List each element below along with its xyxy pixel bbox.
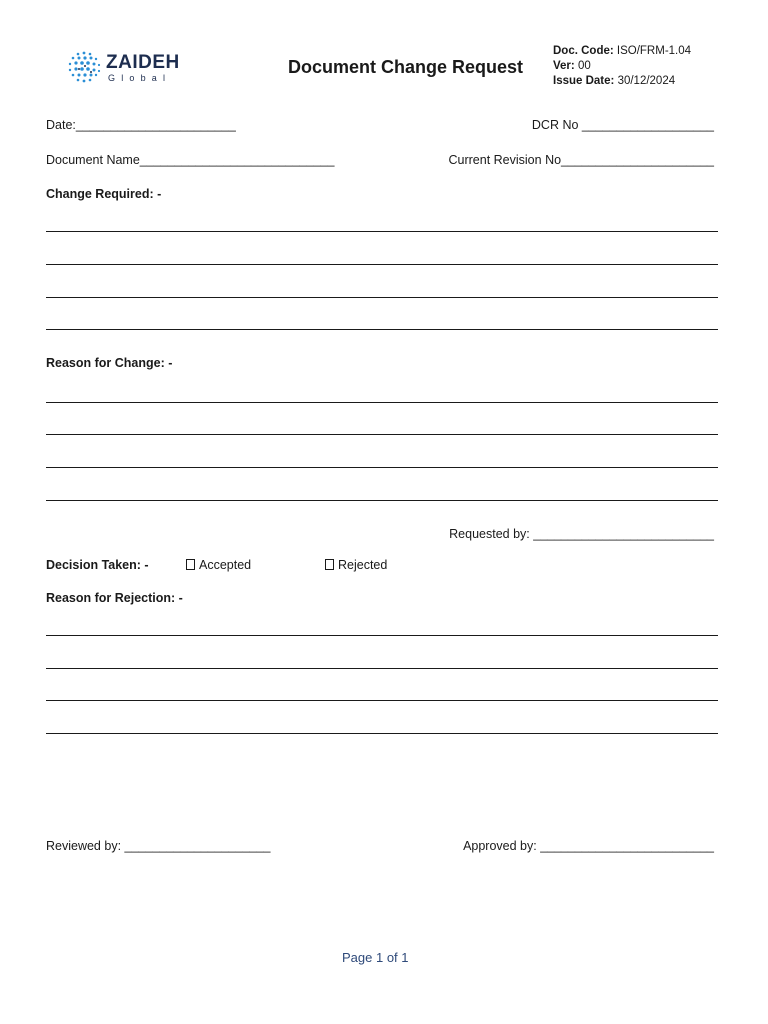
issue-date-line [553, 74, 691, 89]
approved-by-field[interactable]: Approved by: _________________________ [463, 839, 714, 853]
change-required-line[interactable] [46, 231, 718, 232]
change-required-line[interactable] [46, 329, 718, 330]
reason-for-rejection-line[interactable] [46, 668, 718, 669]
doc-code-line [553, 44, 691, 59]
doc-code-value: ISO/FRM-1.04 [616, 45, 692, 57]
checkbox-empty-icon [325, 559, 334, 570]
accepted-checkbox[interactable] [186, 558, 251, 572]
reason-for-rejection-line[interactable] [46, 733, 718, 734]
doc-code-label: Doc. Code: [553, 45, 614, 57]
reviewed-by-field[interactable]: Reviewed by: _____________________ [46, 839, 271, 853]
issue-date-label: Issue Date: [553, 75, 615, 87]
page-number: Page 1 of 1 [342, 950, 409, 965]
reason-for-change-line[interactable] [46, 402, 718, 403]
reason-for-rejection-heading: Reason for Rejection: - [46, 591, 183, 605]
document-name-field[interactable]: Document Name____________________________ [46, 153, 335, 167]
requested-by-field[interactable]: Requested by: __________________________ [449, 527, 714, 541]
dcr-no-field[interactable]: DCR No ___________________ [531, 118, 714, 132]
rejected-checkbox[interactable] [325, 558, 387, 572]
date-field[interactable]: Date:_______________________ [46, 118, 236, 132]
company-logo [66, 49, 196, 87]
reason-for-change-line[interactable] [46, 500, 718, 501]
accepted-label: Accepted [199, 558, 252, 572]
version-label: Ver: [553, 60, 575, 72]
dotted-globe-icon [66, 49, 102, 85]
reason-for-change-heading: Reason for Change: - [46, 356, 173, 370]
logo-name: ZAIDEH [106, 52, 180, 73]
page-title: Document Change Request [288, 57, 524, 77]
change-required-line[interactable] [46, 264, 718, 265]
reason-for-rejection-line[interactable] [46, 700, 718, 701]
reason-for-rejection-line[interactable] [46, 635, 718, 636]
doc-meta [553, 44, 691, 89]
change-required-line[interactable] [46, 297, 718, 298]
current-revision-field[interactable]: Current Revision No______________________ [448, 153, 714, 167]
reason-for-change-line[interactable] [46, 434, 718, 435]
checkbox-empty-icon [186, 559, 195, 570]
rejected-label: Rejected [338, 558, 388, 572]
change-required-heading: Change Required: - [46, 187, 162, 201]
version-value: 00 [577, 60, 591, 72]
logo-subtitle: Global [108, 73, 172, 83]
reason-for-change-line[interactable] [46, 467, 718, 468]
version-line [553, 59, 691, 74]
issue-date-value: 30/12/2024 [617, 75, 676, 87]
decision-taken-label: Decision Taken: - [46, 558, 149, 572]
